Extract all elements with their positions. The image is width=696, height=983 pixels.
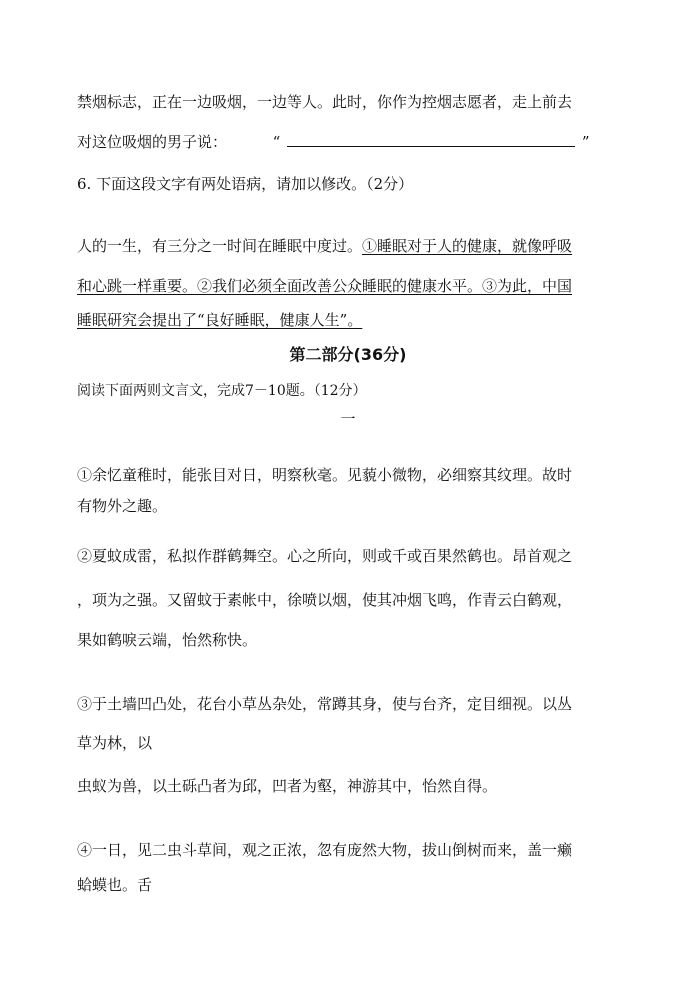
classical-para-3-line-3: 虫蚁为兽，以土砾凸者为邱，凹者为壑，神游其中，怡然自得。	[77, 777, 498, 795]
classical-para-2-line-3: 果如鹤唳云端，怡然称快。	[77, 631, 258, 649]
answer-blank[interactable]	[287, 134, 575, 147]
classical-para-4-line-2: 蛤蟆也。舌	[77, 876, 153, 894]
part-one-marker: 一	[340, 410, 356, 428]
sick-sentence-part-a: 人的一生，有三分之一时间在睡眠中度过。	[77, 237, 363, 255]
classical-para-3-line-1: ③于土墙凹凸处，花台小草丛杂处，常蹲其身，使与台齐，定目细视。以丛	[77, 695, 573, 713]
section-title: 第二部分(36分)	[289, 345, 407, 364]
open-quote: “	[272, 133, 281, 151]
text-line-2	[77, 132, 589, 152]
reading-instruction: 阅读下面两则文言文，完成7－10题。（12分）	[77, 383, 367, 399]
question-6: 6. 下面这段文字有两处语病，请加以修改。（2分）	[77, 175, 414, 193]
line-2-prefix: 对这位吸烟的男子说：	[77, 133, 228, 151]
classical-para-2-line-2: ，项为之强。又留蚊于素帐中，徐喷以烟，使其冲烟飞鸣，作青云白鹤观，	[77, 591, 573, 609]
sick-sentence-line-3: 睡眠研究会提出了“良好睡眠，健康人生”。	[77, 311, 363, 329]
close-quote: ”	[581, 133, 590, 151]
text-line-1: 禁烟标志，正在一边吸烟，一边等人。此时，你作为控烟志愿者，走上前去	[77, 93, 573, 111]
classical-para-3-line-2: 草为林，以	[77, 734, 153, 752]
classical-para-1-line-1: ①余忆童稚时，能张目对日，明察秋毫。见藐小微物，必细察其纹理。故时	[77, 466, 573, 484]
classical-para-4-line-1: ④一日，见二虫斗草间，观之正浓，忽有庞然大物，拔山倒树而来，盖一癞	[77, 841, 573, 859]
sick-sentence-line-1	[77, 236, 572, 256]
classical-para-2-line-1: ②夏蚊成雷，私拟作群鹤舞空。心之所向，则或千或百果然鹤也。昂首观之	[77, 547, 573, 565]
sick-sentence-line-2: 和心跳一样重要。②我们必须全面改善公众睡眠的健康水平。③为此，中国	[77, 277, 573, 295]
classical-para-1-line-2: 有物外之趣。	[77, 497, 168, 515]
sick-sentence-part-b: ①睡眠对于人的健康，就像呼吸	[362, 237, 573, 255]
